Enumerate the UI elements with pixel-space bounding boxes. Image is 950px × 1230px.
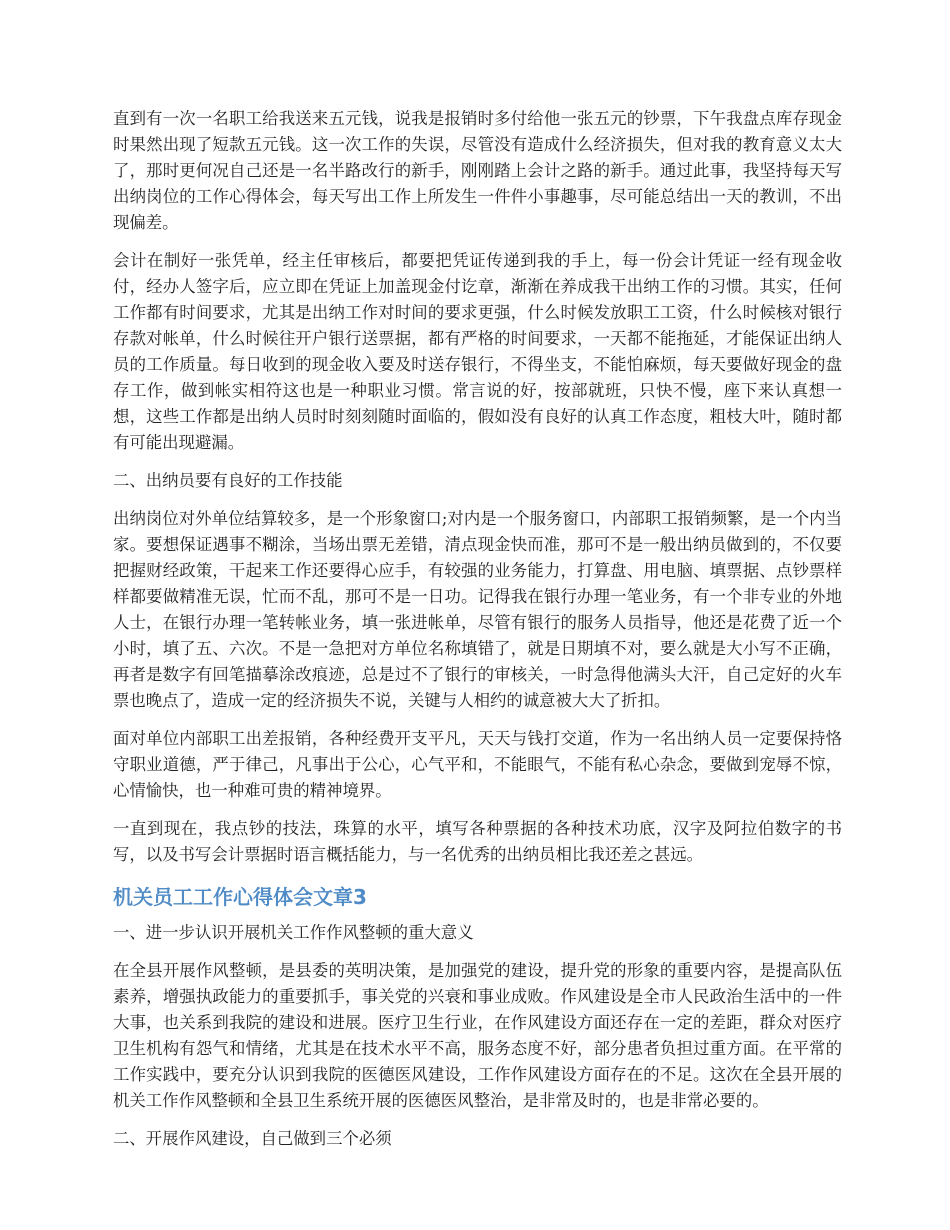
document-body: [113, 106, 842, 1164]
paragraph-style-rectification: 在全县开展作风整顿，是县委的英明决策，是加强党的建设，提升党的形象的重要内容，是提高队伍素养，增强执政能力的重要抓手，事关党的兴衰和事业成败。作风建设是全市人民政治生活中的一件大事，也关系到我院的建设和进展。医疗卫生行业，在作风建设方面还存在一定的差距，群众对医疗卫生机构有怨气和情绪，尤其是在技术水平不高，服务态度不好，部分患者负担过重方面。在平常的工作实践中，要充分认识到我院的医德医风建设，工作作风建设方面存在的不足。这次在全县开展的机关工作作风整顿和全县卫生系统开展的医德医风整治，是非常及时的，也是非常必要的。: [113, 961, 842, 1110]
paragraph-skills-gap: 一直到现在，我点钞的技法，珠算的水平，填写各种票据的各种技术功底，汉字及阿拉伯数字的书写，以及书写会计票据时语言概括能力，与一名优秀的出纳员相比我还差之甚远。: [113, 819, 842, 864]
section-title-work-skills: 二、出纳员要有良好的工作技能: [113, 471, 343, 490]
paragraph-professional-ethics: 面对单位内部职工出差报销，各种经费开支平凡，天天与钱打交道，作为一名出纳人员一定要保持恪守职业道德，严于律己，凡事出于公心，心气平和，不能眼气，不能有私心杂念，要做到宠辱不惊，心情愉快，也一种难可贵的精神境界。: [113, 729, 842, 800]
section-title-significance: 一、进一步认识开展机关工作作风整顿的重大意义: [113, 923, 474, 942]
article-heading: 机关员工工作心得体会文章3: [113, 885, 367, 909]
paragraph-cashier-mistake: 直到有一次一名职工给我送来五元钱，说我是报销时多付给他一张五元的钞票，下午我盘点库存现金时果然出现了短款五元钱。这一次工作的失误，尽管没有造成什么经济损失，但对我的教育意义太大了，那时更何况自己还是一名半路改行的新手，刚刚踏上会计之路的新手。通过此事，我坚持每天写出纳岗位的工作心得体会，每天写出工作上所发生一件件小事趣事，尽可能总结出一天的教训，不出现偏差。: [113, 109, 842, 232]
section-title-three-musts: 二、开展作风建设，自己做到三个必须: [113, 1129, 392, 1148]
paragraph-window-service: 出纳岗位对外单位结算较多，是一个形象窗口;对内是一个服务窗口，内部职工报销频繁，是一个内当家。要想保证遇事不糊涂，当场出票无差错，清点现金快而准，那可不是一般出纳员做到的，不仅要把握财经政策，干起来工作还要得心应手，有较强的业务能力，打算盘、用电脑、填票据、点钞票样样都要做精准无误，忙而不乱，那可不是一日功。记得我在银行办理一笔业务，有一个非专业的外地人士，在银行办理一笔转帐业务，填一张进帐单，尽管有银行的服务人员指导，他还是花费了近一个小时，填了五、六次。不是一急把对方单位名称填错了，就是日期填不对，要么就是大小写不正确，再者是数字有回笔描摹涂改痕迹，总是过不了银行的审核关，一时急得他满头大汗，自己定好的火车票也晚点了，造成一定的经济损失不说，关键与人相约的诚意被大大了折扣。: [113, 509, 842, 710]
paragraph-voucher-habit: 会计在制好一张凭单，经主任审核后，都要把凭证传递到我的手上，每一份会计凭证一经有现金收付，经办人签字后，应立即在凭证上加盖现金付讫章，渐渐在养成我干出纳工作的习惯。其实，任何工作都有时间要求，尤其是出纳工作对时间的要求更强，什么时候发放职工工资，什么时候核对银行存款对帐单，什么时候往开户银行送票据，都有严格的时间要求，一天都不能拖延，才能保证出纳人员的工作质量。每日收到的现金收入要及时送存银行，不得坐支，不能怕麻烦，每天要做好现金的盘存工作，做到帐实相符这也是一种职业习惯。常言说的好，按部就班，只快不慢，座下来认真想一想，这些工作都是出纳人员时时刻刻随时面临的，假如没有良好的认真工作态度，粗枝大叶，随时都有可能出现避漏。: [113, 251, 842, 452]
